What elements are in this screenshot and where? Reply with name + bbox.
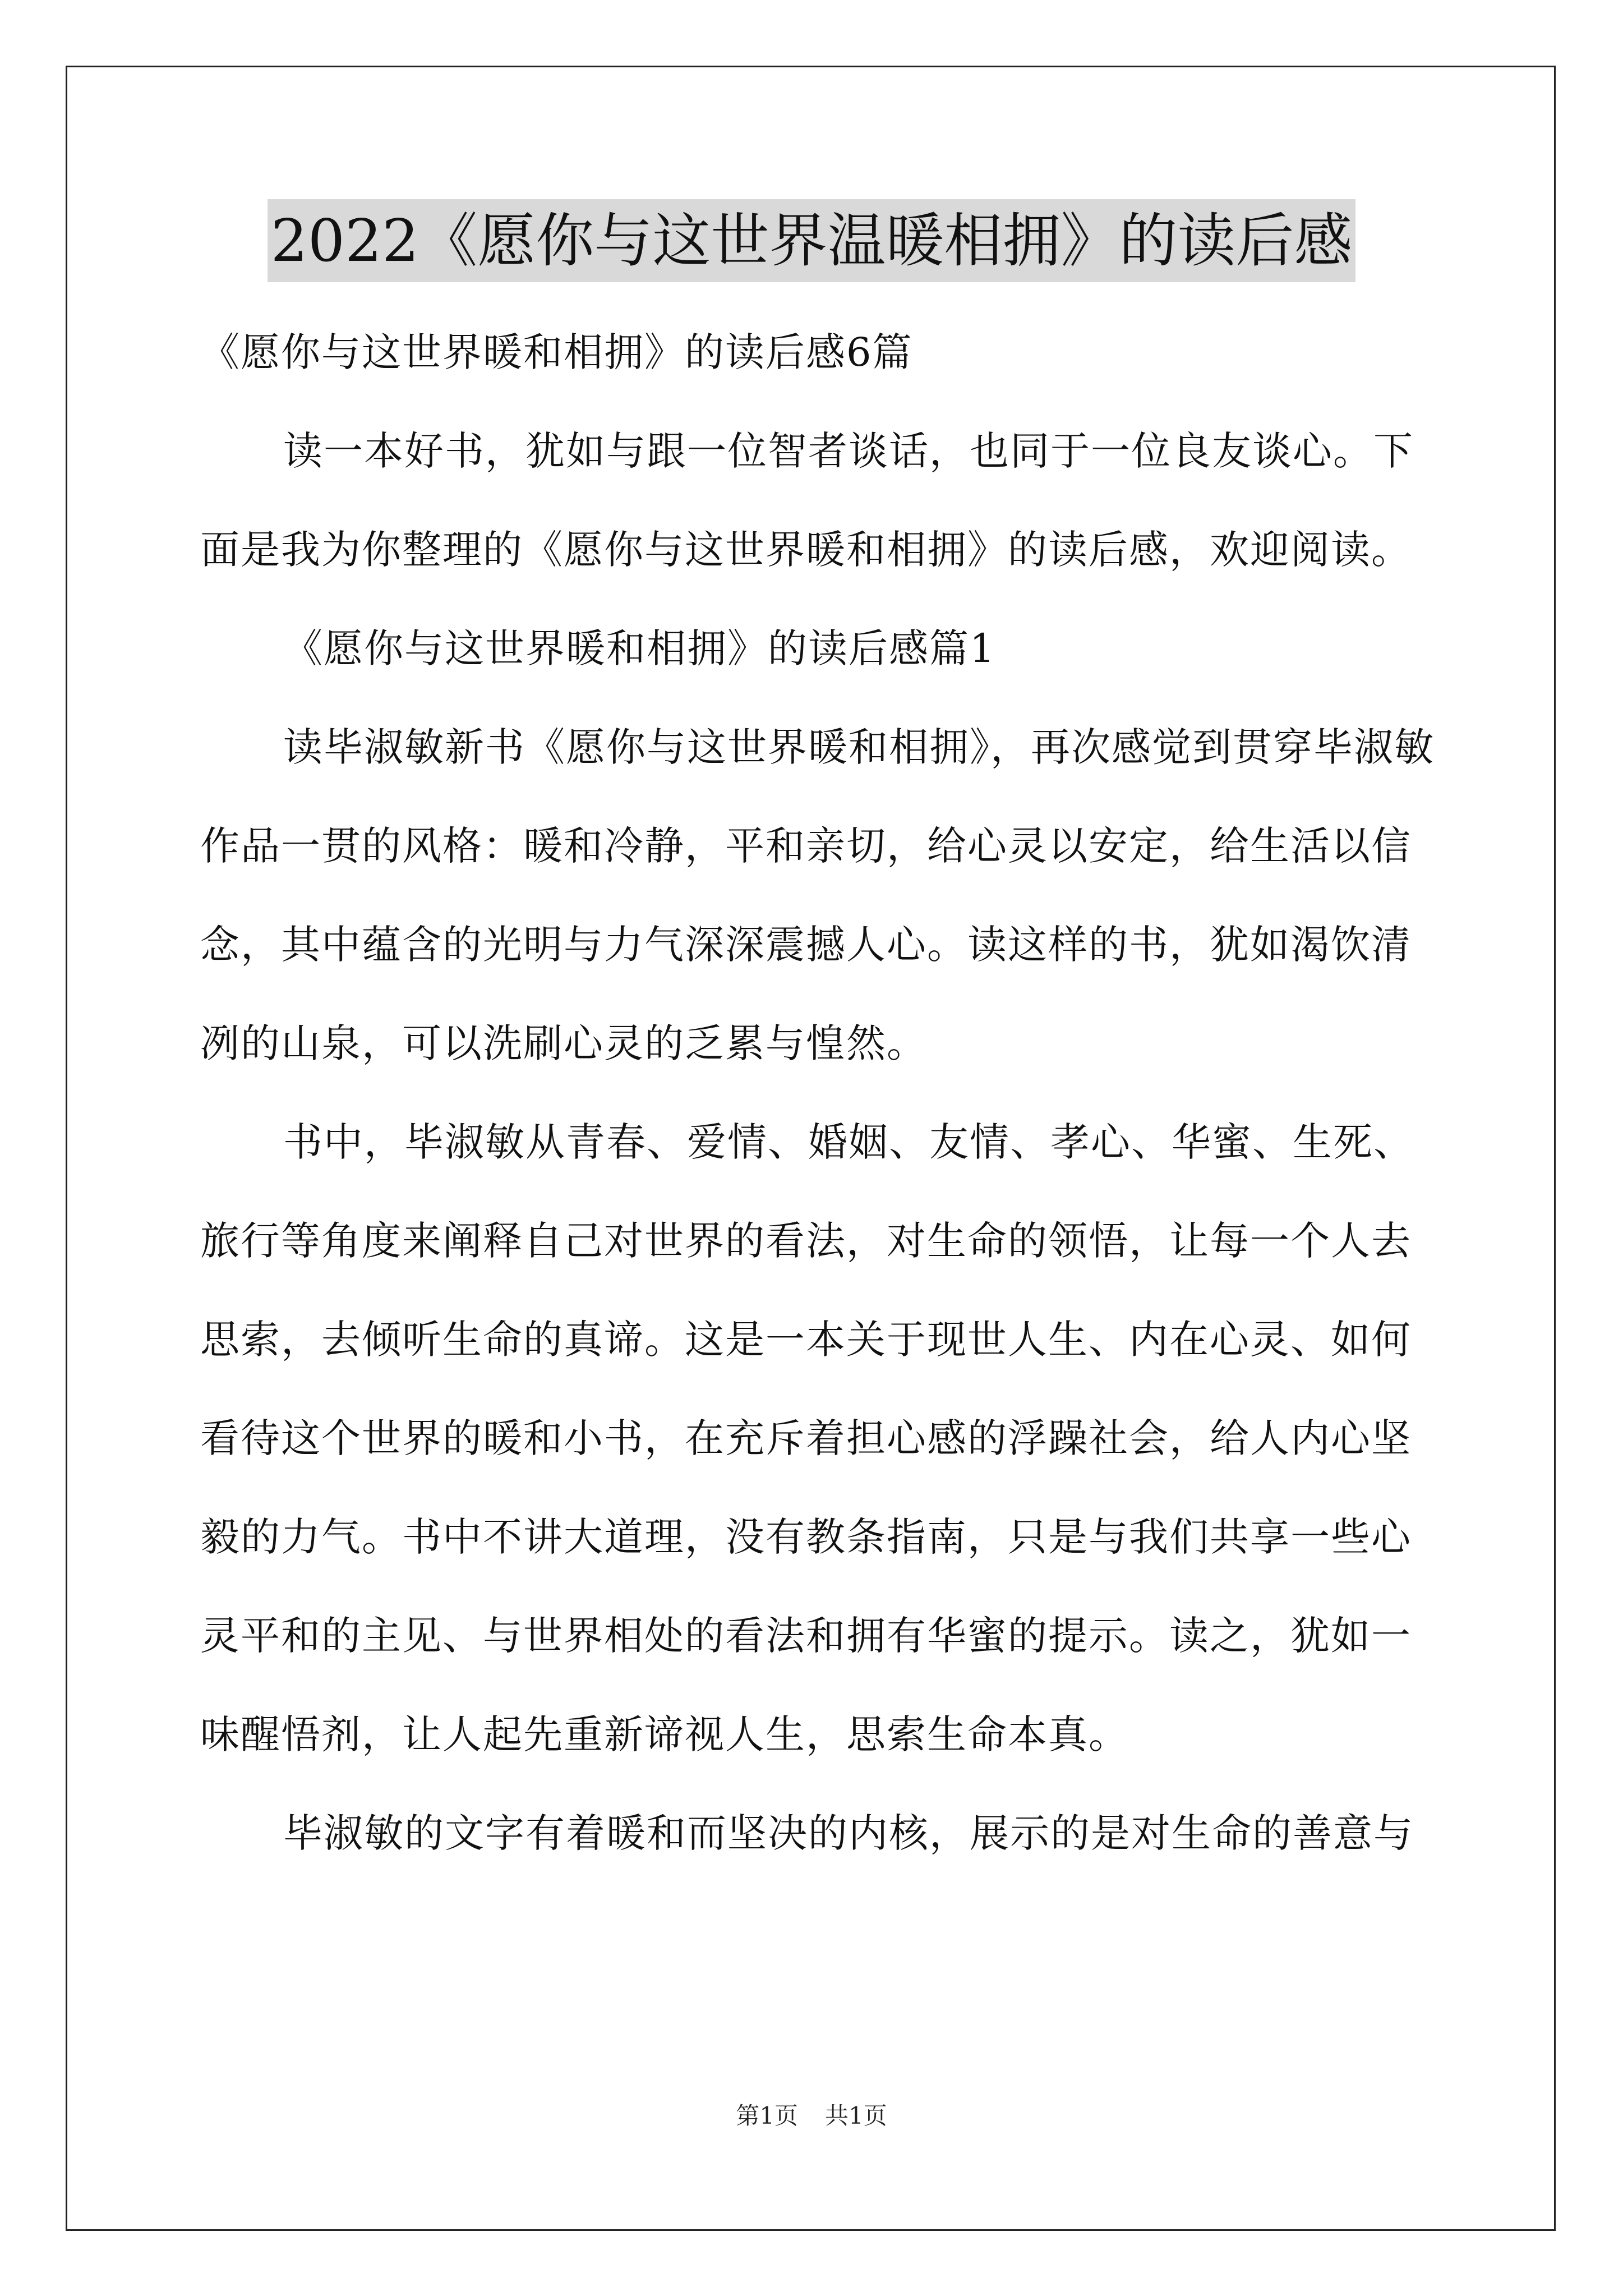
document-title: 2022《愿你与这世界温暖相拥》的读后感	[268, 199, 1356, 282]
paragraph-line: 读一本好书，犹如与跟一位智者谈话，也同于一位良友谈心。下	[283, 428, 1414, 474]
subtitle-line: 《愿你与这世界暖和相拥》的读后感6篇	[200, 329, 913, 375]
paragraph-line: 书中，毕淑敏从青春、爱情、婚姻、友情、孝心、华蜜、生死、	[283, 1119, 1414, 1165]
paragraph-line: 思索，去倾听生命的真谛。这是一本关于现世人生、内在心灵、如何	[200, 1317, 1412, 1363]
section-heading: 《愿你与这世界暖和相拥》的读后感篇1	[283, 625, 996, 671]
page-total: 共1页	[825, 2102, 887, 2129]
paragraph-line: 毅的力气。书中不讲大道理，没有教条指南，只是与我们共享一些心	[200, 1514, 1412, 1560]
paragraph-line: 作品一贯的风格：暖和冷静，平和亲切，给心灵以安定，给生活以信	[200, 823, 1412, 869]
paragraph-line: 看待这个世界的暖和小书，在充斥着担心感的浮躁社会，给人内心坚	[200, 1415, 1412, 1461]
document-body	[200, 303, 1435, 1883]
paragraph-line: 毕淑敏的文字有着暖和而坚决的内核，展示的是对生命的善意与	[283, 1810, 1414, 1856]
paragraph-line: 灵平和的主见、与世界相处的看法和拥有华蜜的提示。读之，犹如一	[200, 1613, 1412, 1659]
paragraph-line: 味醒悟剂，让人起先重新谛视人生，思索生命本真。	[200, 1711, 1129, 1757]
paragraph-line: 读毕淑敏新书《愿你与这世界暖和相拥》，再次感觉到贯穿毕淑敏	[283, 724, 1435, 770]
paragraph-line: 旅行等角度来阐释自己对世界的看法，对生命的领悟，让每一个人去	[200, 1218, 1412, 1264]
title-container	[0, 199, 1623, 282]
paragraph-line: 面是我为你整理的《愿你与这世界暖和相拥》的读后感，欢迎阅读。	[200, 527, 1412, 573]
paragraph-line: 念，其中蕴含的光明与力气深深震撼人心。读这样的书，犹如渴饮清	[200, 922, 1412, 968]
paragraph-line: 冽的山泉，可以洗刷心灵的乏累与惶然。	[200, 1020, 927, 1066]
page-footer	[0, 2099, 1623, 2133]
page-number: 第1页	[736, 2102, 798, 2129]
